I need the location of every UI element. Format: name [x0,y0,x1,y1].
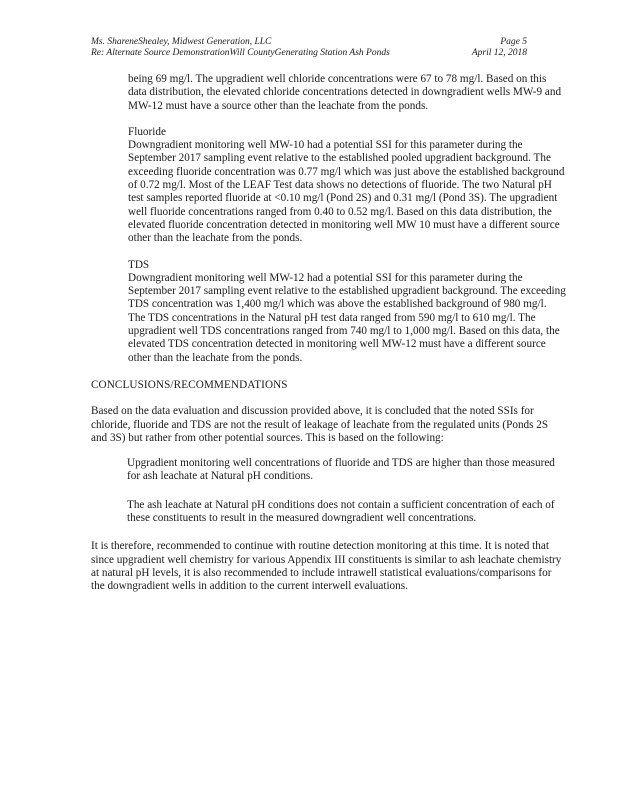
document-body [91,73,566,594]
conclusions-bullet-list [91,457,566,525]
page-header [91,37,527,59]
bullet-icon [91,499,127,526]
tds-paragraph: Downgradient monitoring well MW-12 had a potential SSI for this parameter during the September 2017 sampling event relative to the established upgradient background. The exceeding TDS concentration was 1,400 mg/l which was above the established background of 980 mg/l. The TDS concentrations in the Natural pH test data ranged from 590 mg/l to 610 mg/l. The upgradient well TDS concentrations ranged from 740 mg/l to 1,000 mg/l. Based on this data, the elevated TDS concentration detected in monitoring well MW-12 must have a different source other than the leachate from the ponds. [128,271,566,364]
bullet-icon [91,457,127,484]
tds-heading: TDS [128,258,150,271]
bullet-text: Upgradient monitoring well concentrations of fluoride and TDS are higher than those measured for ash leachate at Natural pH conditions. [127,457,555,483]
list-item [91,499,566,526]
header-subject: Re: Alternate Source DemonstrationWill CountyGenerating Station Ash Ponds [91,48,390,58]
list-item [91,457,566,484]
closing-paragraph: It is therefore, recommended to continue with routine detection monitoring at this time. It is noted that since upgradient well chemistry for various Appendix III constituents is similar to ash leachate chemistry at natural pH levels, it is also recommended to include intrawell statistical evaluations/comparisons for the downgradient wells in addition to the current interwell evaluations. [91,540,562,593]
header-date: April 12, 2018 [471,48,527,58]
conclusions-intro: Based on the data evaluation and discussion provided above, it is concluded that the noted SSIs for chloride, fluoride and TDS are not the result of leakage of leachate from the regulated units (Ponds 2S and 3S) but rather from other potential sources. This is based on the following: [91,405,549,444]
fluoride-paragraph: Downgradient monitoring well MW-10 had a potential SSI for this parameter during the September 2017 sampling event relative to the established pooled upgradient background. The exceeding fluoride concentration was 0.77 mg/l which was just above the established background of 0.72 mg/l. Most of the LEAF Test data shows no detections of fluoride. The two Natural pH test samples reported fluoride at <0.10 mg/l (Pond 2S) and 0.31 mg/l (Pond 3S). The upgradient well fluoride concentrations ranged from 0.40 to 0.52 mg/l. Based on this data distribution, the elevated fluoride concentration detected in monitoring well MW 10 must have a different source other than the leachate from the ponds. [128,139,565,245]
conclusions-heading: CONCLUSIONS/RECOMMENDATIONS [91,378,288,391]
fluoride-section [128,126,566,246]
bullet-text: The ash leachate at Natural pH conditions does not contain a sufficient concentration of each of these constituents to result in the measured downgradient well concentrations. [127,498,555,525]
fluoride-heading: Fluoride [128,125,166,138]
header-recipient: Ms. ShareneShealey, Midwest Generation, LLC [91,37,272,47]
header-page-number: Page 5 [500,37,527,47]
tds-section [128,259,566,365]
chloride-paragraph-continued: being 69 mg/l. The upgradient well chloride concentrations were 67 to 78 mg/l. Based on this data distribution, the elevated chloride concentrations detected in downgradient wells MW-9 and MW-12 must have a source other than the leachate from the ponds. [128,73,562,112]
